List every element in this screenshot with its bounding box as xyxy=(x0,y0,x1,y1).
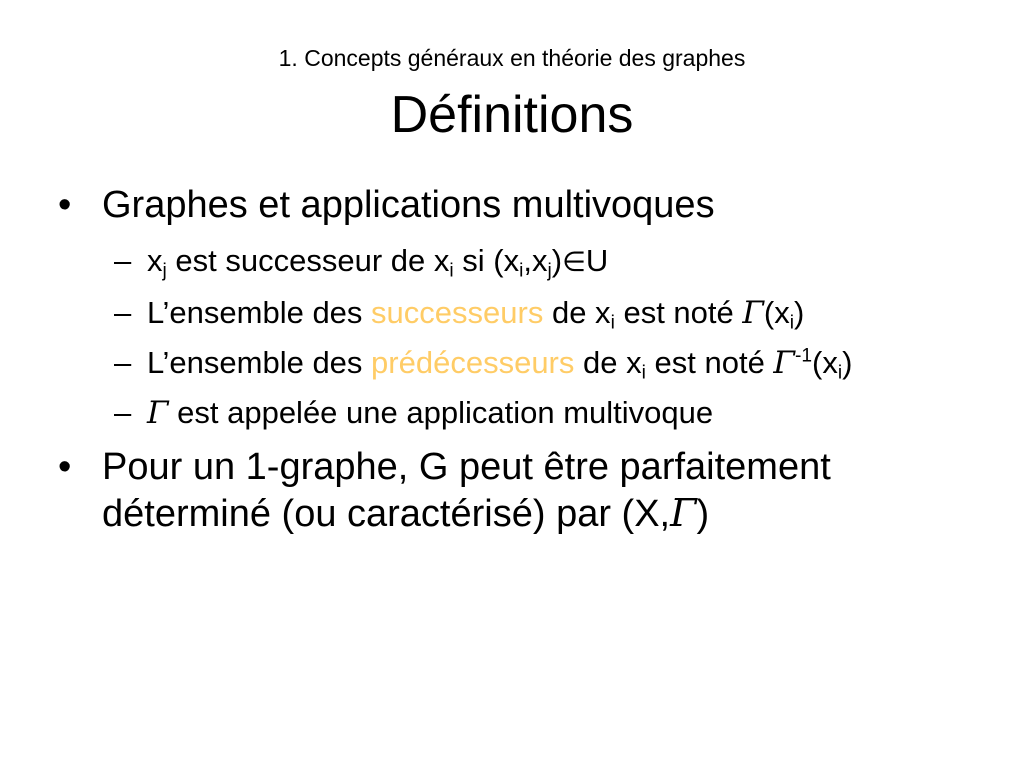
dash-marker: – xyxy=(114,345,132,380)
sub-list xyxy=(58,242,978,432)
subscript: j xyxy=(547,260,552,282)
text: L’ensemble des xyxy=(147,345,372,380)
gamma-symbol: Γ xyxy=(147,395,169,431)
text: est noté xyxy=(614,295,743,330)
highlight-term: prédécesseurs xyxy=(371,345,575,380)
gamma-symbol: Γ xyxy=(742,295,764,331)
text: L’ensemble des xyxy=(147,295,372,330)
slide-content xyxy=(58,182,978,551)
subitem-application-multivoque xyxy=(114,394,978,432)
subitem-successeurs xyxy=(114,294,978,332)
subitem-predecesseurs xyxy=(114,344,978,382)
text: si (x xyxy=(453,243,520,278)
slide-title: Définitions xyxy=(390,86,634,144)
text: (x xyxy=(812,345,838,380)
slide-subtitle: 1. Concepts généraux en théorie des graphes xyxy=(278,45,746,71)
dash-marker: – xyxy=(114,295,132,330)
text: de x xyxy=(543,295,611,330)
subscript: j xyxy=(162,260,167,282)
text: ) xyxy=(696,493,710,535)
element-of-symbol: ∈ xyxy=(562,247,586,278)
subscript: i xyxy=(610,312,615,334)
subscript: i xyxy=(449,260,454,282)
dash-marker: – xyxy=(114,243,132,278)
text: ) xyxy=(794,295,805,330)
text: est appelée une application multivoque xyxy=(168,395,714,430)
subscript: i xyxy=(789,312,794,334)
subitem-successeur xyxy=(114,242,978,282)
highlight-term: successeurs xyxy=(371,295,544,330)
subscript: i xyxy=(519,260,524,282)
gamma-symbol: Γ xyxy=(773,345,795,381)
bullet-1-graphe xyxy=(58,444,978,537)
bullet-graphes xyxy=(58,182,978,228)
dash-marker: – xyxy=(114,395,132,430)
subscript: i xyxy=(837,362,843,384)
text: de x xyxy=(574,345,642,380)
text: ) xyxy=(551,243,563,278)
bullet-text: Graphes et applications multivoques xyxy=(102,184,715,226)
bullet-marker: • xyxy=(58,446,72,488)
text: ) xyxy=(842,345,853,380)
superscript: -1 xyxy=(794,345,813,367)
text: est successeur de x xyxy=(166,243,450,278)
bullet-marker: • xyxy=(58,184,72,226)
text: ,x xyxy=(523,243,548,278)
gamma-symbol: Γ xyxy=(670,491,697,535)
text: est noté xyxy=(645,345,774,380)
text: U xyxy=(585,243,609,278)
text: x xyxy=(147,243,163,278)
subscript: i xyxy=(641,362,646,384)
text: Pour un 1-graphe, G peut être parfaitement déterminé (ou caractérisé) par (X, xyxy=(102,446,831,535)
text: (x xyxy=(763,295,790,330)
